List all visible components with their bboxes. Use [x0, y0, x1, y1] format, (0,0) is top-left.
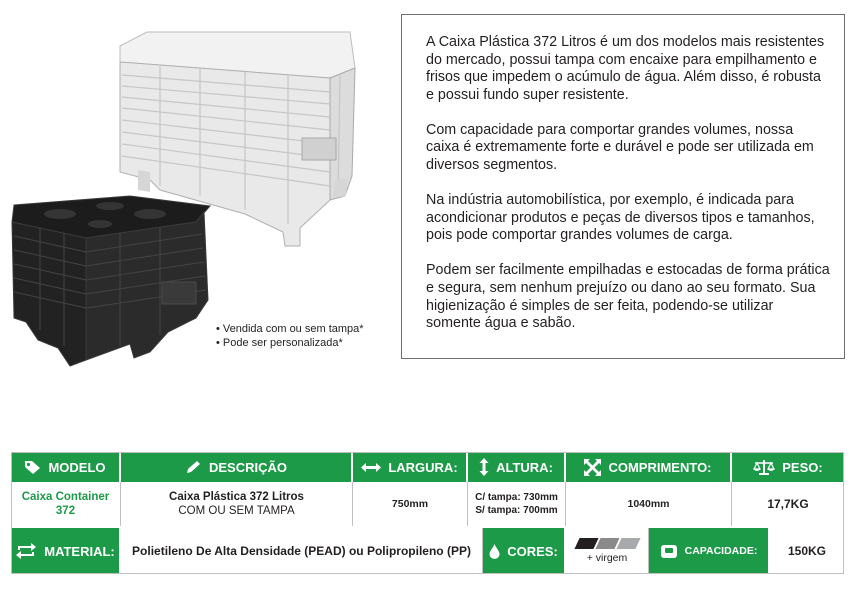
value-comprimento: 1040mm — [566, 482, 732, 526]
drop-icon — [489, 544, 500, 559]
header-material: MATERIAL: — [11, 528, 121, 574]
value-material: Polietileno De Alta Densidade (PEAD) ou Polipropileno (PP) — [121, 528, 483, 574]
spec-table — [11, 452, 844, 574]
description-paragraph: Com capacidade para comportar grandes volumes, nossa caixa é extremamente forte e durável e pode ser utilizada em diversos segmentos. — [426, 121, 814, 174]
product-notes — [216, 322, 364, 350]
color-swatch — [595, 538, 619, 549]
pencil-icon — [185, 460, 202, 475]
description-box — [401, 14, 845, 359]
header-modelo: MODELO — [11, 452, 121, 482]
note-customizable: • Pode ser personalizada* — [216, 337, 343, 349]
height-arrows-icon — [479, 458, 489, 476]
description-paragraph: Na indústria automobilística, por exemplo, é indicada para acondicionar produtos e peças de diversos tipos e tamanhos, pois pode comportar grandes volumes de carga. — [426, 192, 815, 244]
color-swatch — [616, 538, 640, 549]
value-altura: C/ tampa: 730mm S/ tampa: 700mm — [468, 482, 566, 526]
header-descricao: DESCRIÇÃO — [121, 452, 353, 482]
description-paragraph: Podem ser facilmente empilhadas e estocadas de forma prática e segura, sem nenhum prejuízo ou dano ao seu formato. Sua higienização é simples de ser feita, podendo-se utilizar somente água e sabão. — [426, 262, 830, 332]
tag-icon — [24, 460, 41, 475]
header-altura: ALTURA: — [468, 452, 566, 482]
color-swatch — [574, 538, 598, 549]
expand-arrows-icon — [584, 459, 601, 476]
header-largura: LARGURA: — [353, 452, 468, 482]
value-peso: 17,7KG — [732, 482, 844, 526]
black-crate-image — [12, 196, 210, 366]
header-peso: PESO: — [732, 452, 844, 482]
value-largura: 750mm — [353, 482, 468, 526]
header-capacidade: CAPACIDADE: — [649, 528, 770, 574]
value-capacidade: 150KG — [770, 528, 844, 574]
color-swatches — [577, 538, 638, 549]
recycle-arrows-icon — [15, 543, 37, 559]
header-cores: CORES: — [483, 528, 566, 574]
header-comprimento: COMPRIMENTO: — [566, 452, 732, 482]
scale-icon — [753, 459, 775, 476]
value-modelo: Caixa Container 372 — [11, 482, 121, 526]
value-cores: + virgem — [566, 528, 649, 574]
width-arrows-icon — [361, 462, 381, 473]
value-descricao: Caixa Plástica 372 Litros COM OU SEM TAMPA — [121, 482, 353, 526]
weight-icon — [660, 543, 678, 559]
description-paragraph: A Caixa Plástica 372 Litros é um dos modelos mais resistentes do mercado, possui tampa com encaixe para empilhamento e frisos que impedem o acúmulo de água. Além disso, é robusta e possui fundo super resistente. — [426, 34, 825, 103]
note-sold-with-or-without-lid: • Vendida com ou sem tampa* — [216, 323, 364, 335]
